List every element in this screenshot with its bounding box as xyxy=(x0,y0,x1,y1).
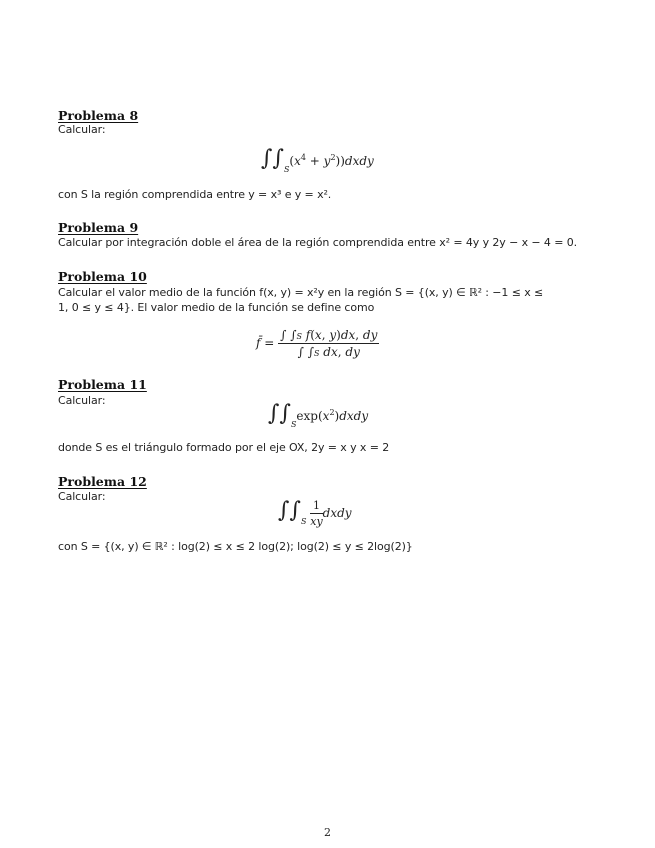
problem-12-text: con S = {(x, y) ∈ ℝ² : log(2) ≤ x ≤ 2 log(2); log(2) ≤ y ≤ 2log(2)} xyxy=(58,540,413,553)
problem-10-mean-formula: f̄ = $\frac{\text{∫ ∫S f(x, y)dx, dy}}{\text{∫ ∫S dx, dy}}$ xyxy=(256,328,378,359)
problem-8-integral: $\int\int_S(x^4$ + $y^2))dxdy$ xyxy=(261,146,374,174)
problem-12-heading: Problema 12 xyxy=(58,474,147,489)
problem-8-text: con S la región comprendida entre y = x³ e y = x². xyxy=(58,188,332,201)
problem-9-text: Calcular por integración doble el área de la región comprendida entre x² = 4y y 2y − x − 4 = 0. xyxy=(58,236,578,249)
problem-11-text: donde S es el triángulo formado por el eje OX, 2y = x y x = 2 xyxy=(58,441,390,454)
problem-8-heading: Problema 8 xyxy=(58,108,139,123)
problem-8-intro: Calcular: xyxy=(58,123,106,136)
problem-12-intro: Calcular: xyxy=(58,490,106,503)
problem-11-intro: Calcular: xyxy=(58,394,106,407)
problem-10-line-1: Calcular el valor medio de la función f(x, y) = x²y en la región S = {(x, y) ∈ ℝ² : −1 ≤ x ≤ xyxy=(58,286,544,299)
problem-11-integral: $\int\int_S\exp(x^2)dxdy$ xyxy=(268,401,369,429)
page-number: 2 xyxy=(324,826,331,839)
problem-9-heading: Problema 9 xyxy=(58,220,139,235)
problem-11-heading: Problema 11 xyxy=(58,377,147,392)
problem-10-line-2: 1, 0 ≤ y ≤ 4}. El valor medio de la función se define como xyxy=(58,301,375,314)
problem-12-integral: $\int\int_S$ $\frac{1}{xy}$ dxdy xyxy=(278,498,352,528)
problem-10-heading: Problema 10 xyxy=(58,269,147,284)
